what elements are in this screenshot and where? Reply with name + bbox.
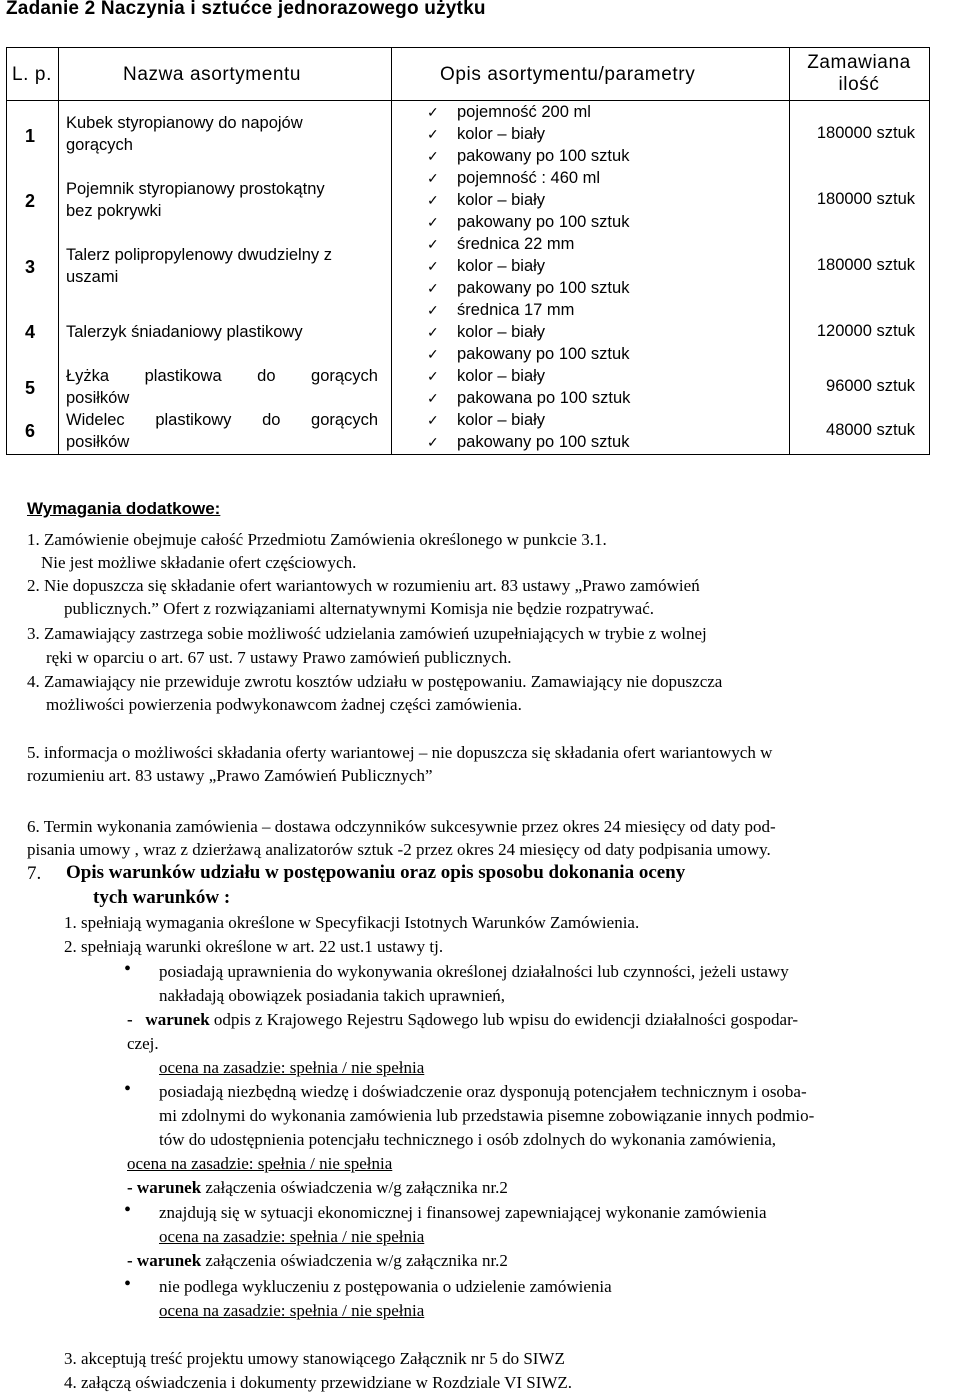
warunek-2: - warunek załączenia oświadczenia w/g załącznika nr.2 <box>127 1178 508 1197</box>
bullet-1-line-2: nakładają obowiązek posiadania takich uprawnień, <box>159 986 506 1005</box>
section-7-heading-1: Opis warunków udziału w postępowaniu oraz opis sposobu dokonania oceny <box>66 862 686 883</box>
bullet-3: znajdują się w sytuacji ekonomicznej i finansowej zapewniającej wykonanie zamówienia <box>159 1203 767 1222</box>
row-4-name: Talerzyk śniadaniowy plastikowy <box>66 323 303 341</box>
row-4-qty: 120000 sztuk <box>816 322 915 340</box>
section-7-heading-2: tych warunków : <box>93 887 231 908</box>
row-1-name: Kubek styropianowy do napojów gorących <box>66 114 303 154</box>
row-5-qty: 96000 sztuk <box>826 377 915 395</box>
req-5-line-1: 5. informacja o możliwości składania oferty wariantowej – nie dopuszcza się składania ofert wariantowych w <box>27 743 773 762</box>
row-1-qty: 180000 sztuk <box>816 124 915 142</box>
evaluation-1: ocena na zasadzie: spełnia / nie spełnia <box>159 1058 425 1077</box>
check-icon: ✓ <box>427 258 439 274</box>
check-icon: ✓ <box>427 280 439 296</box>
check-icon: ✓ <box>427 104 439 120</box>
bullet-2-line-1: posiadają niezbędną wiedzę i doświadczenie oraz dysponują potencjałem technicznym i osoba- <box>159 1082 807 1101</box>
section-7-number: 7. <box>27 863 42 884</box>
row-2-desc: ✓ pojemność : 460 ml ✓ kolor – biały ✓ pakowany po 100 sztuk <box>427 169 630 231</box>
condition-4: 4. załączą oświadczenia i dokumenty przewidziane w Rozdziale VI SIWZ. <box>64 1373 573 1392</box>
header-name: Nazwa asortymentu <box>123 64 302 85</box>
row-6-name: Widelec plastikowy do gorących posiłków <box>66 411 378 451</box>
bullet-icon: • <box>124 1078 132 1100</box>
bullet-4: nie podlega wykluczeniu z postępowania o udzielenie zamówienia <box>159 1277 612 1296</box>
row-3-lp: 3 <box>25 257 36 277</box>
req-2-line-1: 2. Nie dopuszcza się składanie ofert wariantowych w rozumieniu art. 83 ustawy „Prawo zamówień <box>27 576 700 595</box>
check-icon: ✓ <box>427 126 439 142</box>
warunek-1-cont: czej. <box>127 1034 159 1053</box>
bullet-2-line-3: tów do udostępnienia potencjału technicznego i osób zdolnych do wykonania zamówienia, <box>159 1130 777 1149</box>
assortment-table <box>6 47 930 455</box>
row-2-qty: 180000 sztuk <box>816 190 915 208</box>
req-3-line-1: 3. Zamawiający zastrzega sobie możliwość udzielania zamówień uzupełniających w trybie z wolnej <box>27 624 707 643</box>
page-title: Zadanie 2 Naczynia i sztućce jednorazowego użytku <box>6 0 486 19</box>
row-5-lp: 5 <box>25 378 36 398</box>
row-2-name: Pojemnik styropianowy prostokątny bez pokrywki <box>66 180 325 220</box>
row-6-qty: 48000 sztuk <box>826 421 915 439</box>
evaluation-2: ocena na zasadzie: spełnia / nie spełnia <box>127 1154 393 1173</box>
condition-1: 1. spełniają wymagania określone w Specyfikacji Istotnych Warunków Zamówienia. <box>64 913 640 932</box>
header-qty: Zamawiana ilość <box>807 52 911 95</box>
row-4-lp: 4 <box>25 322 36 342</box>
row-3-qty: 180000 sztuk <box>816 256 915 274</box>
check-icon: ✓ <box>427 302 439 318</box>
req-6-line-2: pisania umowy , wraz z dzierżawą analizatorów sztuk -2 przez okres 24 miesięcy od daty podpisania umowy. <box>27 840 771 859</box>
warunek-1: - warunek odpis z Krajowego Rejestru Sądowego lub wpisu do ewidencji działalności gospodar- <box>127 1010 799 1029</box>
row-2-lp: 2 <box>25 191 36 211</box>
warunek-3: - warunek załączenia oświadczenia w/g załącznika nr.2 <box>127 1251 508 1270</box>
row-6-lp: 6 <box>25 421 36 441</box>
row-1-lp: 1 <box>25 126 36 146</box>
req-1-line-2: Nie jest możliwe składanie ofert częściowych. <box>41 553 357 572</box>
check-icon: ✓ <box>427 148 439 164</box>
check-icon: ✓ <box>427 434 439 450</box>
check-icon: ✓ <box>427 214 439 230</box>
evaluation-3: ocena na zasadzie: spełnia / nie spełnia <box>159 1227 425 1246</box>
req-2-line-2: publicznych.” Ofert z rozwiązaniami alternatywnymi Komisja nie będzie rozpatrywać. <box>64 599 655 618</box>
check-icon: ✓ <box>427 324 439 340</box>
bullet-2-line-2: mi zdolnymi do wykonania zamówienia lub przedstawia pisemne zobowiązanie innych podmio- <box>159 1106 815 1125</box>
row-5-desc: ✓ kolor – biały ✓ pakowana po 100 sztuk <box>427 367 631 407</box>
bullet-1-line-1: posiadają uprawnienia do wykonywania określonej działalności lub czynności, jeżeli ustawy <box>159 962 789 981</box>
check-icon: ✓ <box>427 192 439 208</box>
header-desc: Opis asortymentu/parametry <box>440 64 696 85</box>
bullet-icon: • <box>124 1273 132 1295</box>
req-1-line-1: 1. Zamówienie obejmuje całość Przedmiotu Zamówienia określonego w punkcie 3.1. <box>27 530 607 549</box>
req-4-line-2: możliwości powierzenia podwykonawcom żadnej części zamówienia. <box>46 695 522 714</box>
row-3-name: Talerz polipropylenowy dwudzielny z uszami <box>66 246 332 286</box>
check-icon: ✓ <box>427 412 439 428</box>
row-3-desc: ✓ średnica 22 mm ✓ kolor – biały ✓ pakowany po 100 sztuk <box>427 235 630 297</box>
req-4-line-1: 4. Zamawiający nie przewiduje zwrotu kosztów udziału w postępowaniu. Zamawiający nie dopuszcza <box>27 672 723 691</box>
check-icon: ✓ <box>427 170 439 186</box>
header-lp: L. p. <box>12 64 52 85</box>
bullet-icon: • <box>124 958 132 980</box>
row-1-desc: ✓ pojemność 200 ml ✓ kolor – biały ✓ pakowany po 100 sztuk <box>427 103 630 165</box>
condition-2: 2. spełniają warunki określone w art. 22 ust.1 ustawy tj. <box>64 937 444 956</box>
check-icon: ✓ <box>427 346 439 362</box>
req-3-line-2: ręki w oparciu o art. 67 ust. 7 ustawy Prawo zamówień publicznych. <box>46 648 512 667</box>
requirements-heading: Wymagania dodatkowe: <box>27 499 221 518</box>
row-5-name: Łyżka plastikowa do gorących posiłków <box>66 367 378 407</box>
check-icon: ✓ <box>427 390 439 406</box>
row-6-desc: ✓ kolor – biały ✓ pakowany po 100 sztuk <box>427 411 630 451</box>
evaluation-4: ocena na zasadzie: spełnia / nie spełnia <box>159 1301 425 1320</box>
bullet-icon: • <box>124 1199 132 1221</box>
req-6-line-1: 6. Termin wykonania zamówienia – dostawa odczynników sukcesywnie przez okres 24 miesięcy od daty pod- <box>27 817 776 836</box>
check-icon: ✓ <box>427 236 439 252</box>
req-5-line-2: rozumieniu art. 83 ustawy „Prawo Zamówień Publicznych” <box>27 766 433 785</box>
condition-3: 3. akceptują treść projektu umowy stanowiącego Załącznik nr 5 do SIWZ <box>64 1349 565 1368</box>
row-4-desc: ✓ średnica 17 mm ✓ kolor – biały ✓ pakowany po 100 sztuk <box>427 301 630 363</box>
check-icon: ✓ <box>427 368 439 384</box>
